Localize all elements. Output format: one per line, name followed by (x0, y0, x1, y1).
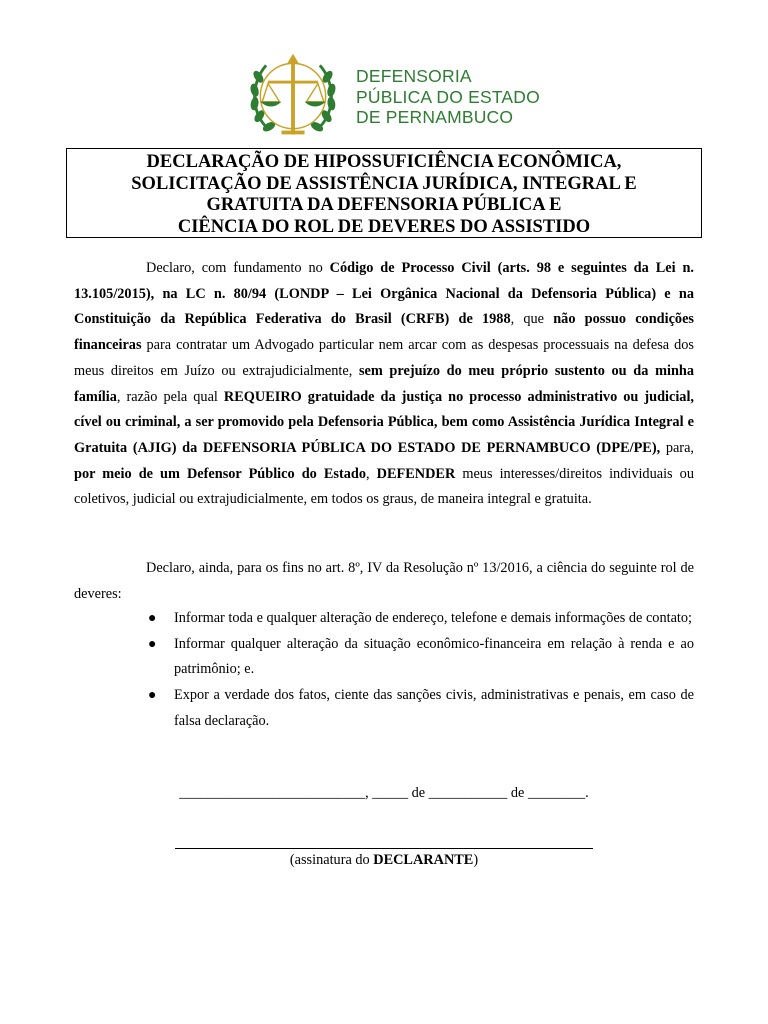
place-date-line: __________________________, _____ de ___________ de ________. (179, 785, 589, 801)
document-title-line: DECLARAÇÃO DE HIPOSSUFICIÊNCIA ECONÔMICA, (146, 152, 622, 172)
segment: , razão pela qual (116, 388, 224, 405)
defensoria-emblem-icon (245, 48, 341, 144)
signature-role: DECLARANTE (373, 852, 474, 868)
document-title-line: GRATUITA DA DEFENSORIA PÚBLICA E (206, 195, 562, 215)
signature-caption (0, 852, 768, 869)
segment-bold: REQUEIRO gratuidade da justiça no processo administrativo ou judicial, cível ou criminal, a ser promovido pela Defensoria Pública, bem como Assistência Jurídica Integral e Gratuita (AJIG) da DEFENSORIA PÚBLICA DO ESTADO DE PERNAMBUCO (DPE/PE), (74, 388, 695, 456)
bullet-icon: ● (148, 688, 157, 704)
segment-bold: Código de Processo Civil (arts. 98 e seguintes da Lei n. 13.105/2015), na LC n. 80/94 (LONDP – Lei Orgânica Nacional da Defensoria Pública) e na Constituição da República Federativa do Brasil (CRFB) de 1988 (74, 260, 694, 328)
segment-bold: por meio de um Defensor Público do Estado (74, 465, 366, 482)
duty-text: Informar qualquer alteração da situação econômico-financeira em relação à renda e ao patrimônio; e. (174, 635, 694, 678)
org-name-line: PÚBLICA DO ESTADO (356, 86, 540, 107)
segment: Declaro, com fundamento no (146, 260, 330, 276)
document-title-box (66, 148, 702, 238)
duty-text: Informar toda e qualquer alteração de endereço, telefone e demais informações de contato; (174, 610, 693, 626)
document-title-line: CIÊNCIA DO ROL DE DEVERES DO ASSISTIDO (177, 216, 591, 237)
org-name (356, 66, 540, 128)
segment: meus interesses/direitos individuais ou coletivos, judicial ou extrajudicialmente, em todos os graus, de maneira integral e gratuita. (74, 465, 694, 508)
segment: , que (510, 311, 554, 328)
header (245, 48, 545, 144)
segment-bold: DEFENDER (376, 465, 456, 482)
list-item (148, 683, 694, 734)
signature-line (175, 848, 593, 849)
segment-bold: sem prejuízo do meu próprio sustento ou da minha família (74, 362, 694, 405)
segment: , (365, 465, 377, 482)
list-item (148, 632, 694, 683)
declaration-paragraph (74, 256, 694, 513)
duties-intro-paragraph (74, 556, 694, 607)
document-title-line: SOLICITAÇÃO DE ASSISTÊNCIA JURÍDICA, INTEGRAL E (131, 173, 637, 194)
segment-bold: não possuo condições financeiras (74, 311, 694, 354)
bullet-icon: ● (148, 611, 157, 626)
duties-intro-text: Declaro, ainda, para os fins no art. 8º, IV da Resolução nº 13/2016, a ciência do seguinte rol de deveres: (74, 560, 694, 602)
segment: para contratar um Advogado particular nem arcar com as despesas processuais na defesa dos meus direitos em Juízo ou extrajudicialmente, (74, 337, 694, 379)
list-item (148, 606, 694, 632)
org-name-line: DE PERNAMBUCO (356, 107, 514, 127)
segment: para, (660, 439, 694, 456)
org-name-line: DEFENSORIA (356, 66, 472, 86)
bullet-icon: ● (148, 636, 157, 652)
duties-list (148, 606, 694, 735)
duty-text: Expor a verdade dos fatos, ciente das sanções civis, administrativas e penais, em caso de falsa declaração. (174, 687, 694, 729)
signature-suffix: ) (473, 852, 479, 868)
signature-prefix: (assinatura do (289, 852, 374, 868)
